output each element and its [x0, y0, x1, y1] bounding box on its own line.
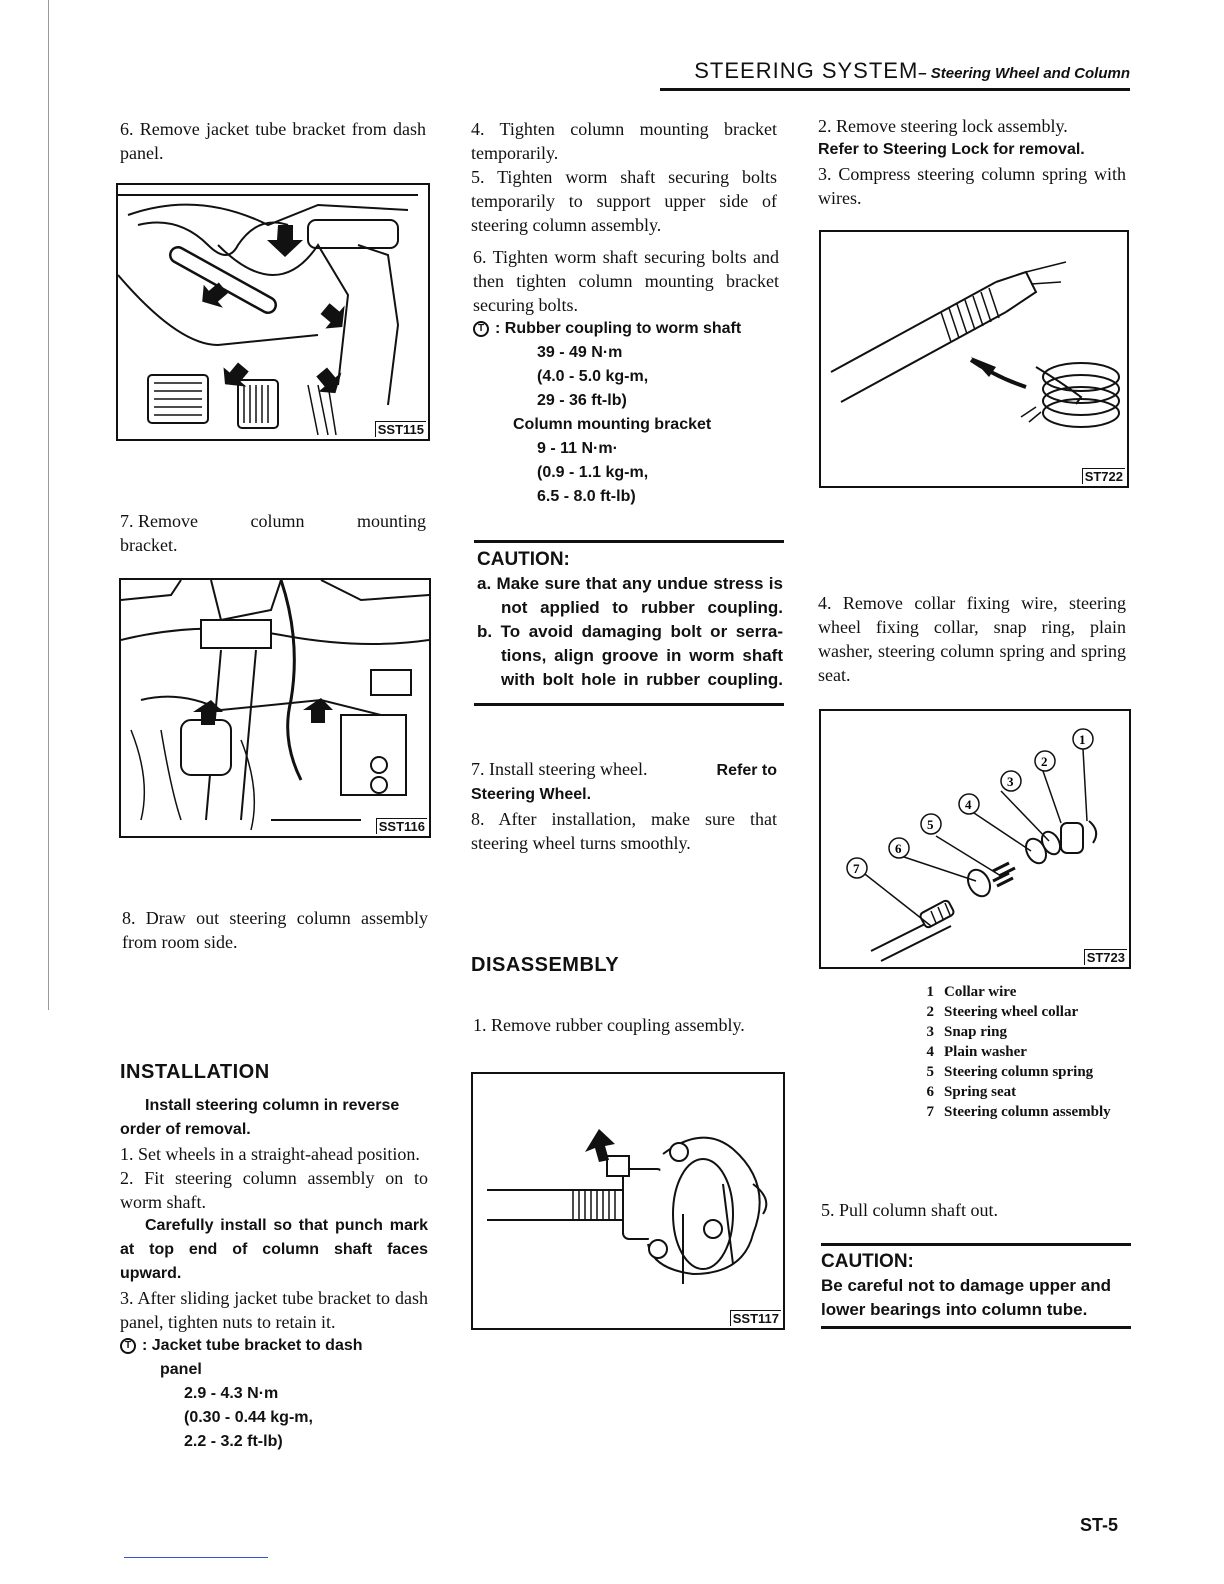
svg-text:2: 2	[1041, 754, 1048, 769]
install-step-3: 3. After sliding jacket tube bracket to dash panel, tighten nuts to retain it.	[120, 1288, 428, 1332]
svg-text:1: 1	[1079, 732, 1086, 747]
legend-row-4	[920, 1042, 1130, 1062]
caution-box-col2	[477, 548, 783, 692]
caution3-title: CAUTION:	[821, 1251, 914, 1272]
caution-a-line2: not applied to rubber coupling.	[501, 598, 783, 617]
legend-num: 3	[926, 1024, 934, 1040]
figure-sst117	[471, 1072, 785, 1330]
col2-step7	[471, 757, 777, 855]
legend-row-5	[920, 1062, 1130, 1082]
page-header	[600, 58, 1130, 84]
torque-spec-jacket	[120, 1334, 428, 1454]
figure-label: SST117	[730, 1310, 781, 1326]
step7-ref-target: Steering Wheel.	[471, 786, 592, 803]
caution3-top-rule	[821, 1243, 1131, 1246]
legend-text: Collar wire	[944, 984, 1017, 1000]
caution-b-line3: with bolt hole in rubber coupling.	[501, 670, 783, 689]
rubber-coupling-illustration	[473, 1074, 783, 1328]
caution-title: CAUTION:	[477, 549, 570, 570]
column-spring-illustration	[821, 232, 1127, 486]
caution3-line1: Be careful not to damage upper and	[821, 1276, 1111, 1295]
caution-bottom-rule	[474, 703, 784, 706]
legend-num: 2	[926, 1004, 934, 1020]
col2-step5: 5. Tighten worm shaft securing bolts temporarily to support upper side of steering column assembly.	[471, 167, 777, 235]
figure-st722	[819, 230, 1129, 488]
svg-text:4: 4	[965, 797, 972, 812]
install-note-1: Install steering column in reverse	[145, 1097, 400, 1114]
col3-step5: 5. Pull column shaft out.	[821, 1200, 998, 1220]
caution-b-line1: b. To avoid damaging bolt or serra-	[477, 622, 783, 641]
parts-legend	[920, 982, 1130, 1122]
caution3-bottom-rule	[821, 1326, 1131, 1329]
legend-text: Steering wheel collar	[944, 1004, 1079, 1020]
t2-kgm: (0.9 - 1.1 kg-m,	[537, 464, 649, 481]
legend-row-6	[920, 1082, 1130, 1102]
col1-step7	[120, 509, 426, 557]
step7-part-c: mounting	[356, 511, 426, 531]
legend-text: Plain washer	[944, 1044, 1027, 1060]
col3-step4: 4. Remove collar fixing wire, steering wheel fixing collar, snap ring, plain washer, steering column spring and spring seat.	[818, 593, 1126, 685]
t1-ftlb: 29 - 36 ft-lb)	[537, 392, 627, 409]
torque-ftlb: 2.2 - 3.2 ft-lb)	[184, 1433, 283, 1450]
legend-text: Steering column spring	[944, 1064, 1094, 1080]
torque-label-2: panel	[160, 1361, 202, 1378]
caution-box-col3	[821, 1250, 1129, 1322]
legend-text: Spring seat	[944, 1084, 1017, 1100]
torque-label-coupling: : Rubber coupling to worm shaft	[495, 320, 742, 337]
footer-link-line	[124, 1557, 268, 1558]
legend-num: 5	[926, 1064, 934, 1080]
legend-num: 1	[926, 984, 934, 1000]
figure-label: ST723	[1084, 949, 1127, 965]
col3-step3: 3. Compress steering column spring with wires.	[818, 164, 1126, 208]
install-note-3	[120, 1214, 428, 1286]
install-note-3b: at top end of column shaft faces	[120, 1241, 428, 1258]
header-subtitle: – Steering Wheel and Column	[918, 65, 1130, 82]
svg-text:5: 5	[927, 817, 934, 832]
installation-block	[120, 1094, 428, 1454]
legend-text: Steering column assembly	[944, 1104, 1111, 1120]
legend-num: 4	[926, 1044, 934, 1060]
figure-label: ST722	[1082, 468, 1125, 484]
col1-step8: 8. Draw out steering column assembly from room side.	[122, 908, 428, 952]
legend-row-7	[920, 1102, 1130, 1122]
install-step-2: 2. Fit steering column assembly on to worm shaft.	[120, 1168, 428, 1212]
t1-kgm: (4.0 - 5.0 kg-m,	[537, 368, 649, 385]
caution3-line2: lower bearings into column tube.	[821, 1300, 1088, 1319]
header-rule	[660, 88, 1130, 91]
step7-part-b: column	[250, 511, 305, 531]
legend-text: Snap ring	[944, 1024, 1007, 1040]
t1-nm: 39 - 49 N·m	[537, 344, 623, 361]
installation-heading: INSTALLATION	[120, 1061, 270, 1083]
col2-step6-block	[473, 245, 779, 509]
legend-num: 6	[926, 1084, 934, 1100]
col2-step4: 4. Tighten column mounting bracket temporarily.	[471, 119, 777, 163]
col2-steps	[471, 117, 777, 237]
disassembly-step1: 1. Remove rubber coupling assembly.	[473, 1015, 745, 1035]
legend-row-2	[920, 1002, 1130, 1022]
install-step-1: 1. Set wheels in a straight-ahead position.	[120, 1144, 420, 1164]
step7-refer: Refer to	[716, 762, 777, 779]
step7-part-a: 7. Remove	[120, 511, 198, 531]
legend-row-1	[920, 982, 1130, 1002]
step7-part-d: bracket.	[120, 535, 178, 555]
torque-nm: 2.9 - 4.3 N·m	[184, 1385, 279, 1402]
caution-a	[477, 572, 783, 620]
svg-text:7: 7	[853, 861, 860, 876]
torque-spec-coupling	[473, 317, 779, 509]
col1-step6: 6. Remove jacket tube bracket from dash panel.	[120, 119, 426, 163]
torque-label-1: : Jacket tube bracket to dash	[142, 1337, 363, 1354]
torque-label-bracket: Column mounting bracket	[513, 416, 712, 433]
figure-label: SST115	[375, 421, 426, 437]
header-title: STEERING SYSTEM	[694, 58, 919, 83]
caution-top-rule	[474, 540, 784, 543]
legend-row-3	[920, 1022, 1130, 1042]
t2-ftlb: 6.5 - 8.0 ft-lb)	[537, 488, 636, 505]
torque-icon: T	[120, 1338, 136, 1354]
caution-b	[477, 620, 783, 692]
col3-top	[818, 114, 1126, 210]
page-number: ST-5	[1080, 1515, 1119, 1535]
col2-step6: 6. Tighten worm shaft securing bolts and then tighten column mounting bracket securing bolts.	[473, 247, 779, 315]
col3-step2-ref: Refer to Steering Lock for removal.	[818, 141, 1085, 158]
col2-step8: 8. After installation, make sure that steering wheel turns smoothly.	[471, 809, 777, 853]
step7-text: 7. Install steering wheel.	[471, 759, 648, 779]
install-note-3c: upward.	[120, 1265, 182, 1282]
legend-num: 7	[926, 1104, 934, 1120]
figure-st723	[819, 709, 1131, 969]
dash-panel-illustration	[118, 185, 428, 439]
torque-kgm: (0.30 - 0.44 kg-m,	[184, 1409, 313, 1426]
mounting-bracket-illustration	[121, 580, 429, 836]
disassembly-heading: DISASSEMBLY	[471, 954, 620, 976]
install-note-3a: Carefully install so that punch mark	[145, 1217, 428, 1234]
caution-b-line2: tions, align groove in worm shaft	[501, 646, 783, 665]
binding-line	[48, 0, 49, 1010]
figure-label: SST116	[376, 818, 427, 834]
col3-step2: 2. Remove steering lock assembly.	[818, 116, 1068, 136]
figure-sst115	[116, 183, 430, 441]
t2-nm: 9 - 11 N·m·	[537, 440, 618, 457]
figure-sst116	[119, 578, 431, 838]
install-note-2: order of removal.	[120, 1121, 251, 1138]
svg-text:6: 6	[895, 841, 902, 856]
svg-text:3: 3	[1007, 774, 1014, 789]
exploded-column-illustration	[821, 711, 1129, 967]
torque-icon: T	[473, 321, 489, 337]
caution-a-line1: a. Make sure that any undue stress is	[477, 574, 783, 593]
